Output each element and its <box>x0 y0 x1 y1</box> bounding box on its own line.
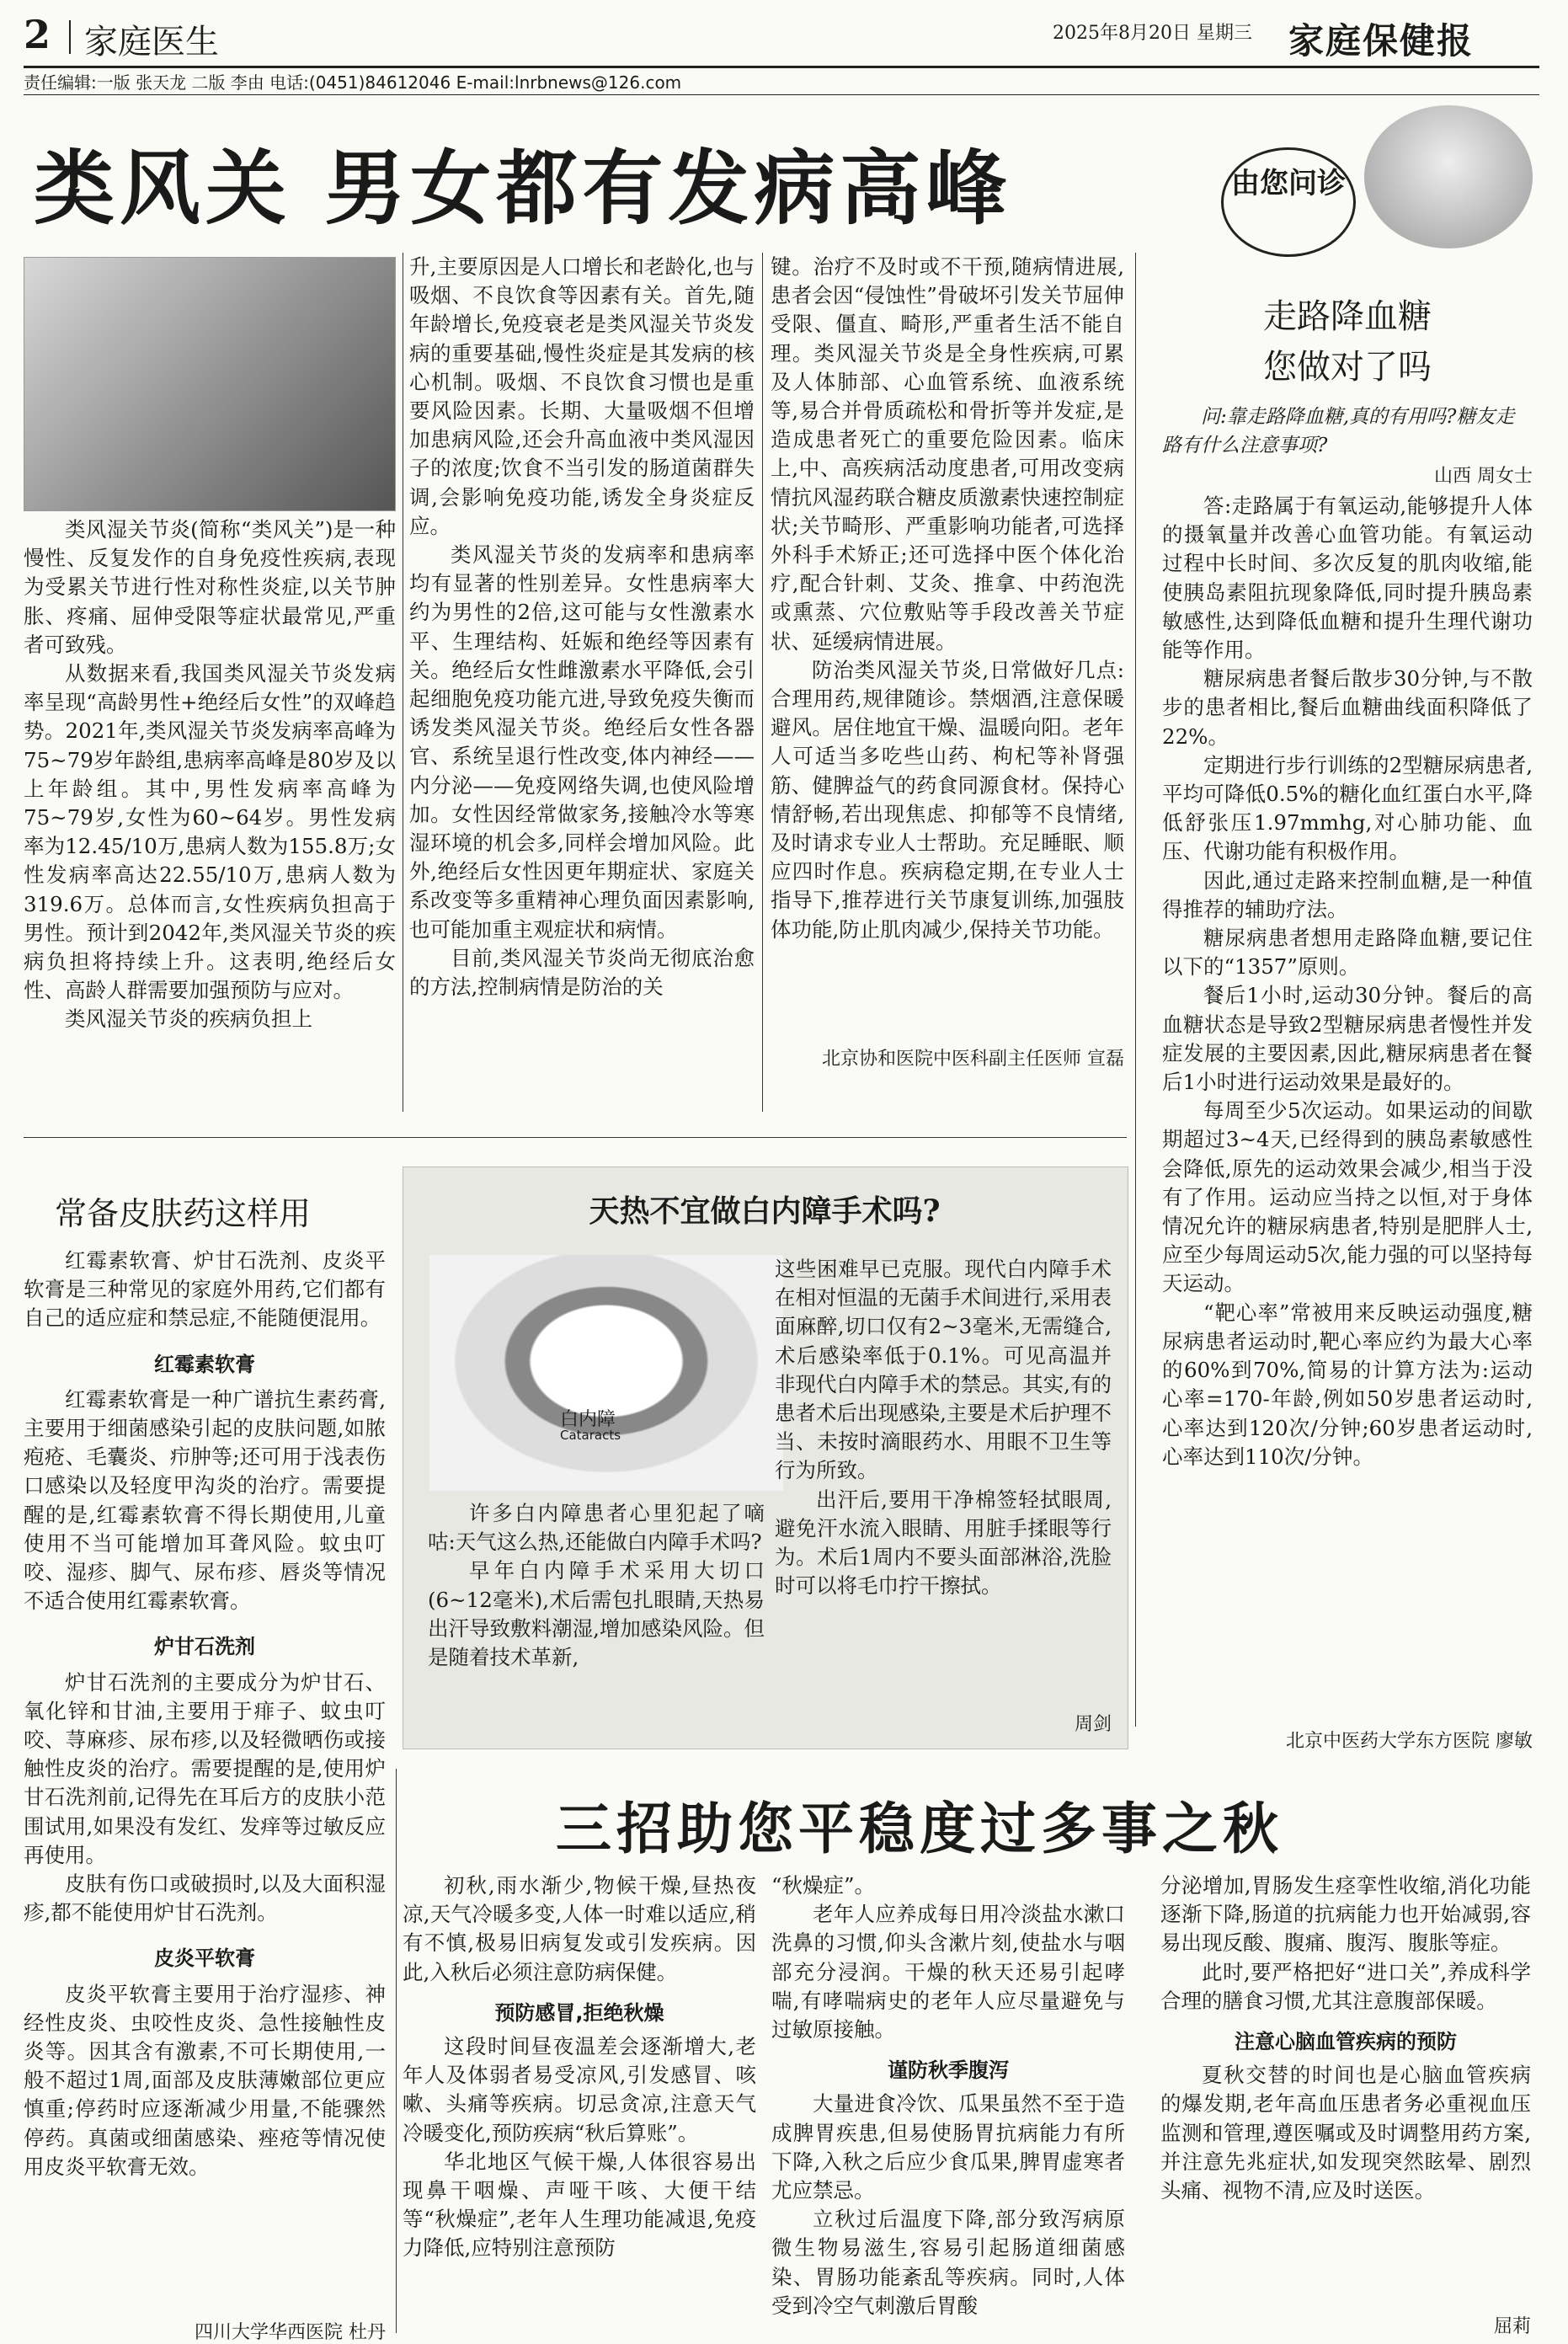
main-paragraph: 升,主要原因是人口增长和老龄化,也与吸烟、不良饮食等因素有关。首先,随年龄增长,免疫衰老是类风湿关节炎发病的重要基础,慢性炎症是其发病的核心机制。吸烟、不良饮食习惯也是重要风险因素。长期、大量吸烟不但增加患病风险,还会升高血液中类风湿因子的浓度;饮食不当引发的肠道菌群失调,会影响免疫功能,诱发全身炎症反应。 <box>409 254 755 538</box>
main-paragraph: 从数据来看,我国类风湿关节炎发病率呈现“高龄男性+绝经后女性”的双峰趋势。2021年,类风湿关节炎发病率高峰为75~79岁年龄组,患病率高峰是80岁及以上年龄组。其中,男性发病率高峰为75~79岁,女性为60~64岁。男性发病率为12.45/10万,患病人数为155.8万;女性发病率高达22.55/10万,患病人数为319.6万。总体而言,女性疾病负担高于男性。预计到2042年,类风湿关节炎的疾病负担将持续上升。这表明,绝经后女性、高龄人群需要加强预防与应对。 <box>24 661 396 1003</box>
autumn-subhead: 谨防秋季腹泻 <box>888 2058 1009 2083</box>
answer-paragraph: 因此,通过走路来控制血糖,是一种值得推荐的辅助疗法。 <box>1162 868 1533 921</box>
editor-line: 责任编辑:一版 张天龙 二版 李由 电话:(0451)84612046 E-mail:lnrbnews@126.com <box>24 72 682 93</box>
main-col-3 <box>771 253 1124 944</box>
answer-paragraph: 餐后1小时,运动30分钟。餐后的高血糖状态是导致2型糖尿病患者慢性并发症发展的主要因素,因此,糖尿病患者在餐后1小时进行运动效果是最好的。 <box>1162 983 1533 1095</box>
header-divider <box>69 20 71 54</box>
article-photo <box>24 257 396 511</box>
answer-paragraph: 糖尿病患者餐后散步30分钟,与不散步的患者相比,餐后血糖曲线面积降低了22%。 <box>1162 666 1533 749</box>
doctor-portrait <box>1364 105 1533 248</box>
sidebar-title-2: 您做对了吗 <box>1263 348 1432 387</box>
main-paragraph: 防治类风湿关节炎,日常做好几点:合理用药,规律随诊。禁烟酒,注意保暖避风。居住地宜干燥、温暖向阳。老年人可适当多吃些山药、枸杞等补肾强筋、健脾益气的药食同源食材。保持心情舒畅,若出现焦虑、抑郁等不良情绪,及时请求专业人士帮助。充足睡眠、顺应四时作息。疾病稳定期,在专业人士指导下,推荐进行关节康复训练,加强肢体功能,防止肌肉减少,保持关节功能。 <box>771 657 1124 942</box>
autumn-paragraph: “秋燥症”。 <box>771 1873 876 1898</box>
cataract-paragraph: 许多白内障患者心里犯起了嘀咕:天气这么热,还能做白内障手术吗? <box>428 1501 765 1555</box>
answer-paragraph: “靶心率”常被用来反映运动强度,糖尿病患者运动时,靶心率应约为最大心率的60%到70%,简易的计算方法为:运动心率=170-年龄,例如50岁患者运动时,心率达到120次/分钟;60岁患者运动时,心率达到110次/分钟。 <box>1162 1300 1533 1469</box>
autumn-byline: 屈莉 <box>1493 2316 1531 2337</box>
cataract-title: 天热不宜做白内障手术吗? <box>589 1193 941 1229</box>
autumn-col-3 <box>1160 1871 1531 2205</box>
skin-paragraph: 皮炎平软膏主要用于治疗湿疹、神经性皮炎、虫咬性皮炎、急性接触性皮炎等。因其含有激素,不可长期使用,一般不超过1周,面部及皮肤薄嫩部位更应慎重;停药时应逐渐减少用量,不能骤然停药。真菌或细菌感染、痤疮等情况使用皮炎平软膏无效。 <box>24 1981 386 2179</box>
cataract-paragraph: 早年白内障手术采用大切口(6~12毫米),术后需包扎眼睛,天热易出汗导致敷料潮湿,增加感染风险。但是随着技术革新, <box>428 1558 765 1670</box>
answer-paragraph: 糖尿病患者想用走路降血糖,要记住以下的“1357”原则。 <box>1162 926 1533 980</box>
autumn-paragraph: 大量进食冷饮、瓜果虽然不至于造成脾胃疾患,但易使肠胃抗病能力有所下降,入秋之后应少食瓜果,脾胃虚寒者尤应禁忌。 <box>771 2091 1125 2203</box>
autumn-paragraph: 立秋过后温度下降,部分致泻病原微生物易滋生,容易引起肠道细菌感染、胃肠功能紊乱等疾病。同时,人体受到冷空气刺激后胃酸 <box>771 2207 1125 2318</box>
header-rule <box>24 66 1539 68</box>
autumn-paragraph: 华北地区气候干燥,人体很容易出现鼻干咽燥、声哑干咳、大便干结等“秋燥症”,老年人生理功能减退,免疫力降低,应特别注意预防 <box>403 2149 756 2261</box>
ask-bubble: 由您问诊 <box>1221 147 1356 257</box>
main-headline: 类风关 男女都有发病高峰 <box>34 141 1012 236</box>
sidebar-rule <box>1135 253 1136 1727</box>
cataract-left <box>428 1499 765 1672</box>
cataract-paragraph: 这些困难早已克服。现代白内障手术在相对恒温的无菌手术间进行,采用表面麻醉,切口仅有2~3毫米,无需缝合,术后感染率低于0.1%。可见高温并非现代白内障手术的禁忌。其实,有的患者术后出现感染,主要是术后护理不当、未按时滴眼药水、用眼不卫生等行为所致。 <box>775 1257 1112 1483</box>
skin-paragraph: 皮肤有伤口或破损时,以及大面积湿疹,都不能使用炉甘石洗剂。 <box>24 1871 386 1925</box>
header-rule-thin <box>24 94 1539 95</box>
main-paragraph: 类风湿关节炎(简称“类风关”)是一种慢性、反复发作的自身免疫性疾病,表现为受累关节进行性对称性炎症,以关节肿胀、疼痛、屈伸受限等症状最常见,严重者可致残。 <box>24 517 396 657</box>
autumn-col-2 <box>771 1871 1125 2320</box>
skin-byline: 四川大学华西医院 杜丹 <box>195 2322 386 2343</box>
section-name: 家庭医生 <box>84 23 219 61</box>
main-byline: 北京协和医院中医科副主任医师 宣磊 <box>822 1049 1124 1070</box>
answer-paragraph: 每周至少5次运动。如果运动的间歇期超过3~4天,已经得到的胰岛素敏感性会降低,原先的运动效果会减少,相当于没有了作用。运动应当持之以恒,对于身体情况允许的糖尿病患者,特别是肥胖人士,应至少每周运动5次,能力强的可以坚持每天运动。 <box>1162 1098 1533 1296</box>
cataract-right <box>775 1255 1112 1600</box>
sidebar-byline: 北京中医药大学东方医院 廖敏 <box>1286 1731 1533 1752</box>
skin-title: 常备皮肤药这样用 <box>55 1195 312 1232</box>
issue-date: 2025年8月20日 星期三 <box>1053 23 1252 44</box>
main-paragraph: 键。治疗不及时或不干预,随病情进展,患者会因“侵蚀性”骨破坏引发关节屈伸受限、僵直、畸形,严重者生活不能自理。类风湿关节炎是全身性疾病,可累及人体肺部、心血管系统、血液系统等,易合并骨质疏松和骨折等并发症,是造成患者死亡的重要危险因素。临床上,中、高疾病活动度患者,可用改变病情抗风湿药联合糖皮质激素快速控制症状;关节畸形、严重影响功能者,可选择外科手术矫正;还可选择中医个体化治疗,配合针刺、艾灸、推拿、中药泡洗或熏蒸、穴位敷贴等手段改善关节症状、延缓病情进展。 <box>771 254 1124 654</box>
autumn-paragraph: 夏秋交替的时间也是心脑血管疾病的爆发期,老年高血压患者务必重视血压监测和管理,遵医嘱或及时调整用药方案,并注意先兆症状,如发现突然眩晕、剧烈头痛、视物不清,应及时送医。 <box>1160 2063 1531 2203</box>
eye-illustration <box>429 1255 783 1491</box>
column-rule <box>762 253 763 1112</box>
eye-label-en: Cataracts <box>560 1428 621 1443</box>
section-rule <box>24 1137 1127 1138</box>
autumn-paragraph: 这段时间昼夜温差会逐渐增大,老年人及体弱者易受凉风,引发感冒、咳嗽、头痛等疾病。切忌贪凉,注意天气冷暖变化,预防疾病“秋后算账”。 <box>403 2034 756 2145</box>
autumn-headline: 三招助您平稳度过多事之秋 <box>556 1796 1283 1861</box>
reader-question: 问:靠走路降血糖,真的有用吗?糖友走路有什么注意事项? <box>1162 406 1515 457</box>
main-paragraph: 目前,类风湿关节炎尚无彻底治愈的方法,控制病情是防治的关 <box>409 945 755 1000</box>
cataract-paragraph: 出汗后,要用干净棉签轻拭眼周,避免汗水流入眼睛、用脏手揉眼等行为。术后1周内不要头面部淋浴,洗脸时可以将毛巾拧干擦拭。 <box>775 1487 1112 1599</box>
skin-subhead: 炉甘石洗剂 <box>154 1635 255 1659</box>
skin-subhead: 皮炎平软膏 <box>154 1946 255 1971</box>
page-number: 2 <box>24 12 51 57</box>
autumn-paragraph: 初秋,雨水渐少,物候干燥,昼热夜凉,天气冷暖多变,人体一时难以适应,稍有不慎,极易旧病复发或引发疾病。因此,入秋后必须注意防病保健。 <box>403 1873 756 1984</box>
column-rule <box>396 1769 397 2333</box>
main-paragraph: 类风湿关节炎的发病率和患病率均有显著的性别差异。女性患病率大约为男性的2倍,这可能与女性激素水平、生理结构、妊娠和绝经等因素有关。绝经后女性雌激素水平降低,会引起细胞免疫功能亢进,导致免疫失衡而诱发类风湿关节炎。绝经后女性各器官、系统呈退行性改变,体内神经——内分泌——免疫网络失调,也使风险增加。女性因经常做家务,接触冷水等寒湿环境的机会多,同样会增加风险。此外,绝经后女性因更年期症状、家庭关系改变等多重精神心理负面因素影响,也可能加重主观症状和病情。 <box>409 542 755 942</box>
autumn-col-1 <box>403 1871 756 2263</box>
autumn-subhead: 预防感冒,拒绝秋燥 <box>494 2000 664 2025</box>
main-paragraph: 类风湿关节炎的疾病负担上 <box>65 1006 312 1032</box>
answer-paragraph: 定期进行步行训练的2型糖尿病患者,平均可降低0.5%的糖化血红蛋白水平,降低舒张压1.97mmhg,对心肺功能、血压、代谢功能有积极作用。 <box>1162 752 1533 864</box>
autumn-paragraph: 此时,要严格把好“进口关”,养成科学合理的膳食习惯,尤其注意腹部保暖。 <box>1160 1959 1531 2013</box>
main-col-1 <box>24 515 396 1034</box>
eye-label: 白内障 <box>560 1409 616 1430</box>
autumn-paragraph: 老年人应养成每日用冷淡盐水漱口洗鼻的习惯,仰头含漱片刻,使盐水与咽部充分浸润。干燥的秋天还易引起哮喘,有哮喘病史的老年人应尽量避免与过敏原接触。 <box>771 1902 1125 2042</box>
skin-paragraph: 红霉素软膏、炉甘石洗剂、皮炎平软膏是三种常见的家庭外用药,它们都有自己的适应症和禁忌症,不能随便混用。 <box>24 1248 386 1331</box>
main-col-2 <box>409 253 755 1001</box>
asker-name: 山西 周女士 <box>1434 466 1533 487</box>
skin-paragraph: 红霉素软膏是一种广谱抗生素药膏,主要用于细菌感染引起的皮肤问题,如脓疱疮、毛囊炎、疖肿等;还可用于浅表伤口感染以及轻度甲沟炎的治疗。需要提醒的是,红霉素软膏不得长期使用,儿童使用不当可能增加耳聋风险。蚊虫叮咬、湿疹、脚气、尿布疹、唇炎等情况不适合使用红霉素软膏。 <box>24 1386 386 1614</box>
sidebar-answer <box>1162 492 1533 1471</box>
sidebar-title-1: 走路降血糖 <box>1263 297 1432 336</box>
answer-paragraph: 答:走路属于有氧运动,能够提升人体的摄氧量并改善心血管功能。有氧运动过程中长时间、多次反复的肌肉收缩,能使胰岛素阻抗现象降低,同时提升胰岛素敏感性,达到降低血糖和提升生理代谢功能等作用。 <box>1162 494 1533 663</box>
skin-paragraph: 炉甘石洗剂的主要成分为炉甘石、氧化锌和甘油,主要用于痱子、蚊虫叮咬、荨麻疹、尿布疹,以及轻微晒伤或接触性皮炎的治疗。需要提醒的是,使用炉甘石洗剂前,记得先在耳后方的皮肤小范围试用,如果没有发红、发痒等过敏反应再使用。 <box>24 1669 386 1867</box>
autumn-subhead: 注意心脑血管疾病的预防 <box>1235 2030 1457 2054</box>
skin-col <box>24 1247 386 2181</box>
cataract-byline: 周剑 <box>1074 1714 1112 1735</box>
paper-name: 家庭保健报 <box>1288 20 1475 61</box>
autumn-paragraph: 分泌增加,胃肠发生痉挛性收缩,消化功能逐渐下降,肠道的抗病能力也开始减弱,容易出现反酸、腹痛、腹泻、腹胀等症。 <box>1160 1873 1531 1956</box>
skin-subhead: 红霉素软膏 <box>154 1352 255 1376</box>
